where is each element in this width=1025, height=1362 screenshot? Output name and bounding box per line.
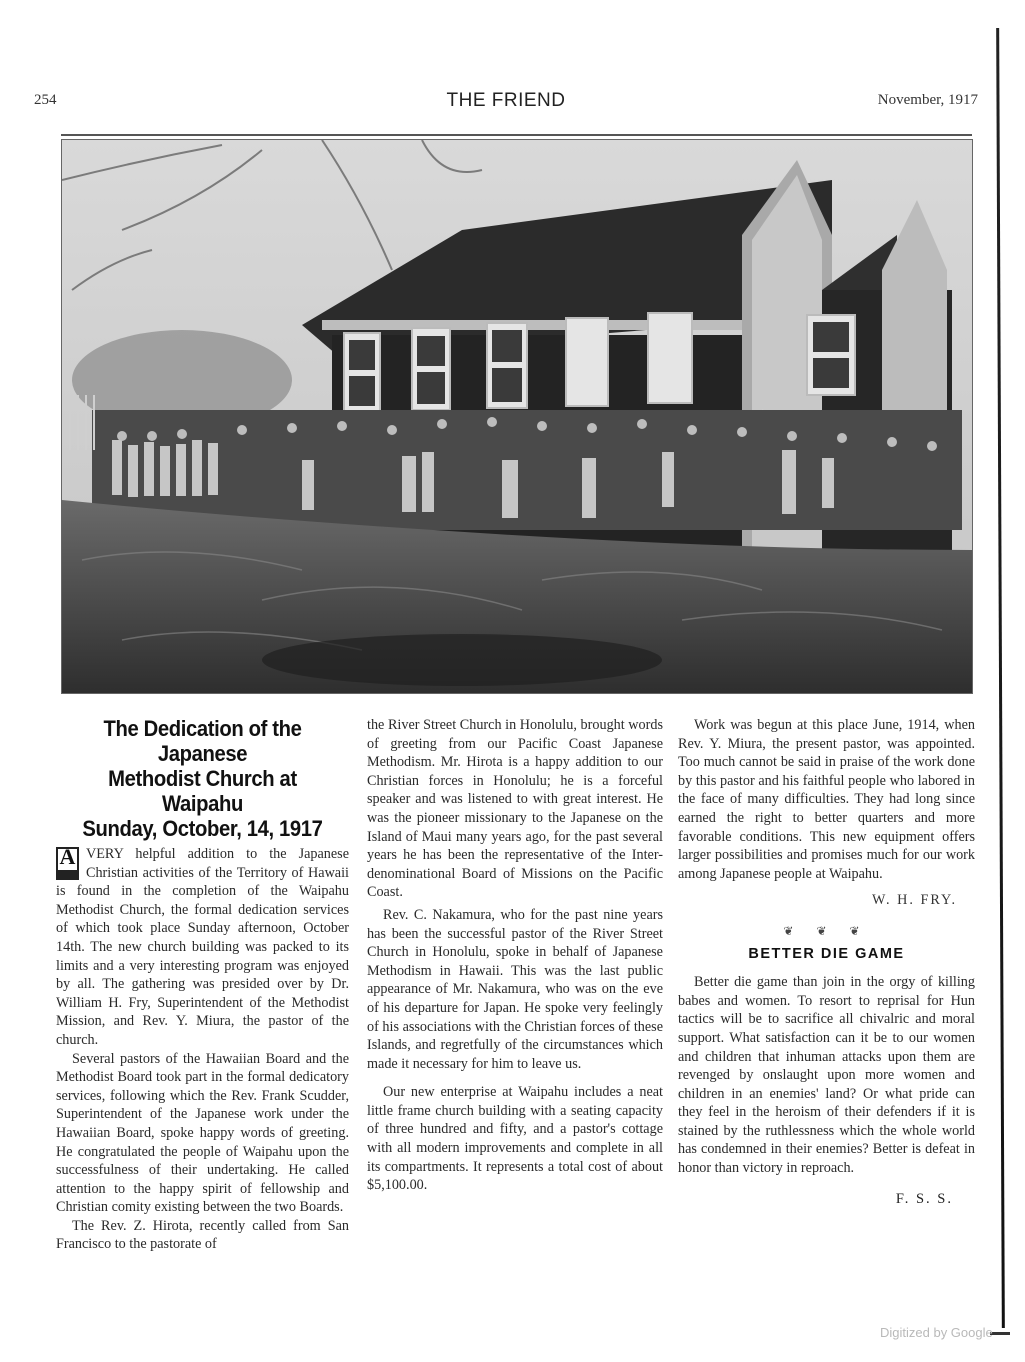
article-title-line-3: Sunday, October, 14, 1917 bbox=[82, 816, 323, 841]
ornament-divider-icon: ❦ ❦ ❦ bbox=[783, 923, 870, 938]
editorial-signature: F. S. S. bbox=[895, 1190, 953, 1207]
article-paragraph-1-text: VERY helpful addition to the Japanese Christian activities of the Territory of Hawaii is found in the completion of the Waipahu Methodist Church, the formal dedication services of which took place Sunday afternoon, October 14th. The new church building was packed to its limits and a very interesting program was enjoyed by all. The gathering was presided over by Dr. William H. Fry, Superintendent of the Methodist Mission, and Rev. Y. Miura, the pastor of the church. bbox=[56, 846, 349, 1048]
article-column-1 bbox=[56, 716, 349, 1254]
page-edge-line bbox=[996, 28, 1005, 1328]
photograph-icon bbox=[62, 140, 972, 693]
article-title-line-2: Methodist Church at Waipahu bbox=[108, 766, 297, 816]
article-paragraph-5: Our new enterprise at Waipahu includes a neat little frame church building with a seating capacity of three hundred and fifty, and a pastor's cottage with all modern improvements and complete in all its compartments. It represents a total cost of about $5,100.00. bbox=[367, 1084, 663, 1194]
header-rule bbox=[61, 134, 972, 136]
article-paragraph-6: Work was begun at this place June, 1914, when Rev. Y. Miura, the present pastor, was appointed. Too much cannot be said in praise of the work done by this pastor and his faithful people who labored in the face of many difficulties. They had long since earned the right to better quarters and more favorable conditions. This new equipment offers larger possibilities and promises much for our work among Japanese people at Waipahu. bbox=[678, 717, 975, 882]
article-title-line-1: The Dedication of the Japanese bbox=[103, 716, 302, 766]
magazine-title: THE FRIEND bbox=[446, 90, 566, 111]
article-paragraph-3-continued: the River Street Church in Honolulu, brought words of greeting from our Pacific Coast Japanese Methodism. Mr. Hirota is a happy addition to our Christian forces in Honolulu; he is a forceful speaker and was listened to with great interest. He was the pioneer missionary to the Japanese on the Island of Maui many years ago, for the past several years he has been the representative of the Inter-denominational Board of Missions on the Pacific Coast. bbox=[367, 717, 663, 901]
drop-cap bbox=[56, 844, 79, 880]
article-column-3 bbox=[678, 716, 975, 1208]
article-paragraph-1 bbox=[56, 845, 349, 1050]
running-header bbox=[34, 90, 978, 116]
issue-date: November, 1917 bbox=[877, 92, 978, 108]
digitized-by-google-watermark: Digitized by Google bbox=[880, 1325, 993, 1340]
article-paragraph-3-start: The Rev. Z. Hirota, recently called from San Francisco to the pastorate of bbox=[56, 1217, 349, 1253]
article-title bbox=[68, 716, 338, 841]
drop-cap-letter: A bbox=[59, 844, 76, 869]
editorial-body: Better die game than join in the orgy of killing babes and women. To resort to reprisal for Hun tactics will be to sacrifice all chivalric and moral support. What satisfaction can it be to our women and children that inhuman attacks upon them are revenged by onslaught upon more women and children in an enemies' land? Or what pride can they feel in the heroism of their defenders if it is stained by the ruthlessness which the whole world has condemned in their enemies? Better is defeat in honor than victory in reproach. bbox=[678, 974, 975, 1177]
article-signature: W. H. FRY. bbox=[871, 892, 957, 909]
editorial-title: BETTER DIE GAME bbox=[748, 945, 905, 962]
church-photograph bbox=[61, 139, 973, 694]
page-edge-tick bbox=[990, 1332, 1010, 1335]
article-paragraph-2: Several pastors of the Hawaiian Board and the Methodist Board took part in the formal dedicatory services, following which the Rev. Frank Scudder, Superintendent of the Japanese work under the Hawaiian Board, spoke happy words of greeting. He congratulated the people of Waipahu upon the successfulness of their undertaking. He called attention to the happy spirit of fellowship and Christian comity existing between the two Boards. bbox=[56, 1050, 349, 1216]
article-column-2 bbox=[367, 716, 663, 1195]
page-number: 254 bbox=[34, 92, 57, 108]
article-paragraph-4: Rev. C. Nakamura, who for the past nine years has been the successful pastor of the River Street Church in Honolulu, spoke in behalf of Japanese Methodism in Hawaii. This was the last public appearance of Mr. Nakamura, who was on the eve of his departure for Japan. He spoke very feelingly of his associations with the Christian forces of these Islands, and regretfully of the circumstances which made it necessary for him to leave us. bbox=[367, 906, 663, 1072]
